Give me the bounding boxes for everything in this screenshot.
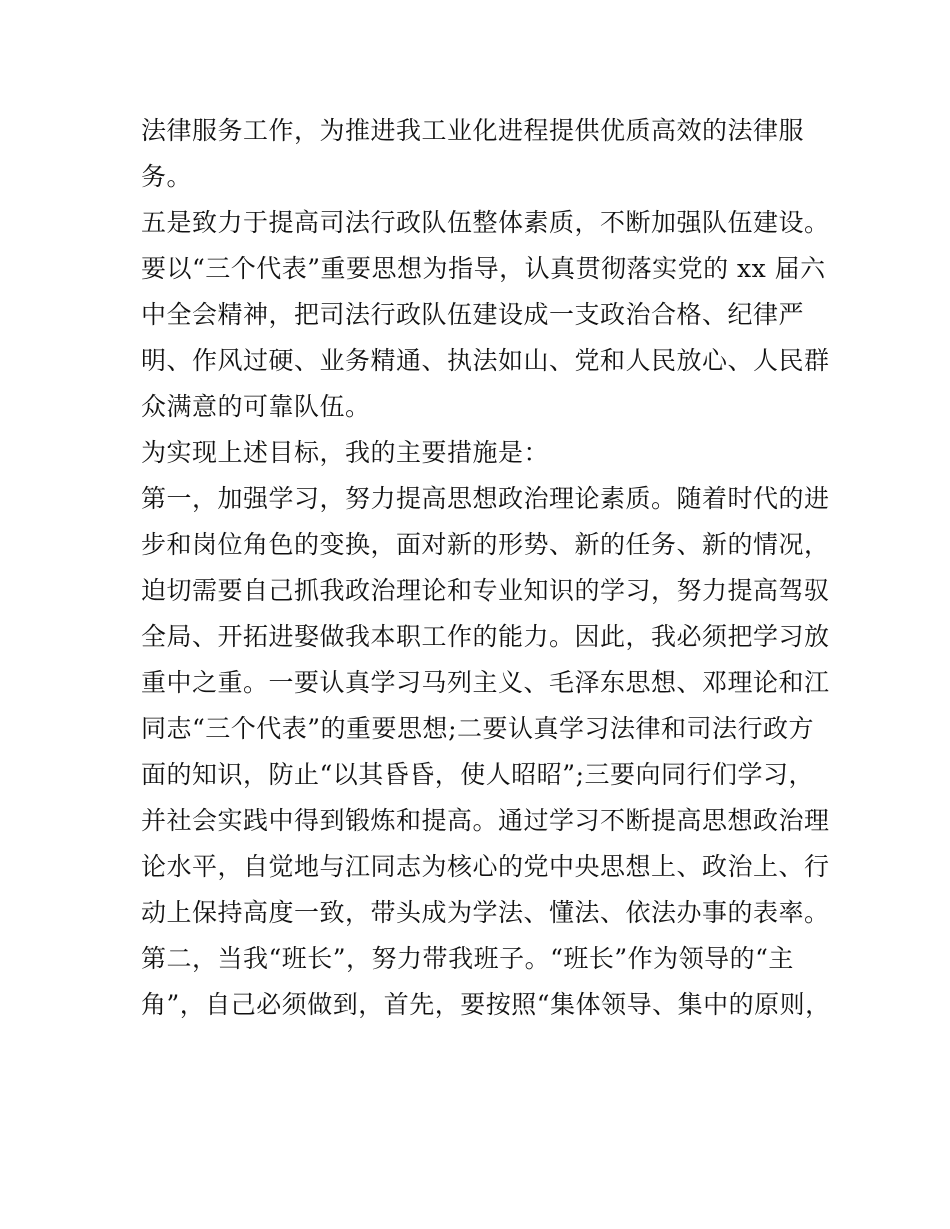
text-line: 并社会实践中得到锻炼和提高。通过学习不断提高思想政治理 <box>141 806 830 835</box>
text-line: 第一，加强学习，努力提高思想政治理论素质。随着时代的进 <box>141 484 830 513</box>
text-line: 众满意的可靠队伍。 <box>141 392 371 421</box>
text-line: 要以“三个代表”重要思想为指导，认真贯彻落实党的 xx 届六 <box>141 254 826 283</box>
text-line: 动上保持高度一致，带头成为学法、懂法、依法办事的表率。 <box>141 898 830 927</box>
text-line: 论水平，自觉地与江同志为核心的党中央思想上、政治上、行 <box>141 852 830 881</box>
text-line: 角”，自己必须做到，首先，要按照“集体领导、集中的原则， <box>141 990 831 1019</box>
text-line: 明、作风过硬、业务精通、执法如山、党和人民放心、人民群 <box>141 346 830 375</box>
text-line: 为实现上述目标，我的主要措施是： <box>141 438 550 467</box>
text-line: 重中之重。一要认真学习马列主义、毛泽东思想、邓理论和江 <box>141 668 830 697</box>
text-line: 务。 <box>141 162 193 191</box>
text-line: 迫切需要自己抓我政治理论和专业知识的学习，努力提高驾驭 <box>141 576 830 605</box>
text-line: 中全会精神，把司法行政队伍建设成一支政治合格、纪律严 <box>141 300 805 329</box>
text-line: 步和岗位角色的变换，面对新的形势、新的任务、新的情况， <box>141 530 830 559</box>
text-line: 法律服务工作，为推进我工业化进程提供优质高效的法律服 <box>141 116 805 145</box>
text-line: 第二，当我“班长”，努力带我班子。“班长”作为领导的“主 <box>141 944 794 973</box>
text-line: 全局、开拓进娶做我本职工作的能力。因此，我必须把学习放 <box>141 622 830 651</box>
text-line: 五是致力于提高司法行政队伍整体素质，不断加强队伍建设。 <box>141 208 830 237</box>
document-body <box>141 108 841 1028</box>
text-line: 同志“三个代表”的重要思想;二要认真学习法律和司法行政方 <box>141 714 814 743</box>
text-line: 面的知识，防止“以其昏昏，使人昭昭”;三要向同行们学习， <box>141 760 814 789</box>
